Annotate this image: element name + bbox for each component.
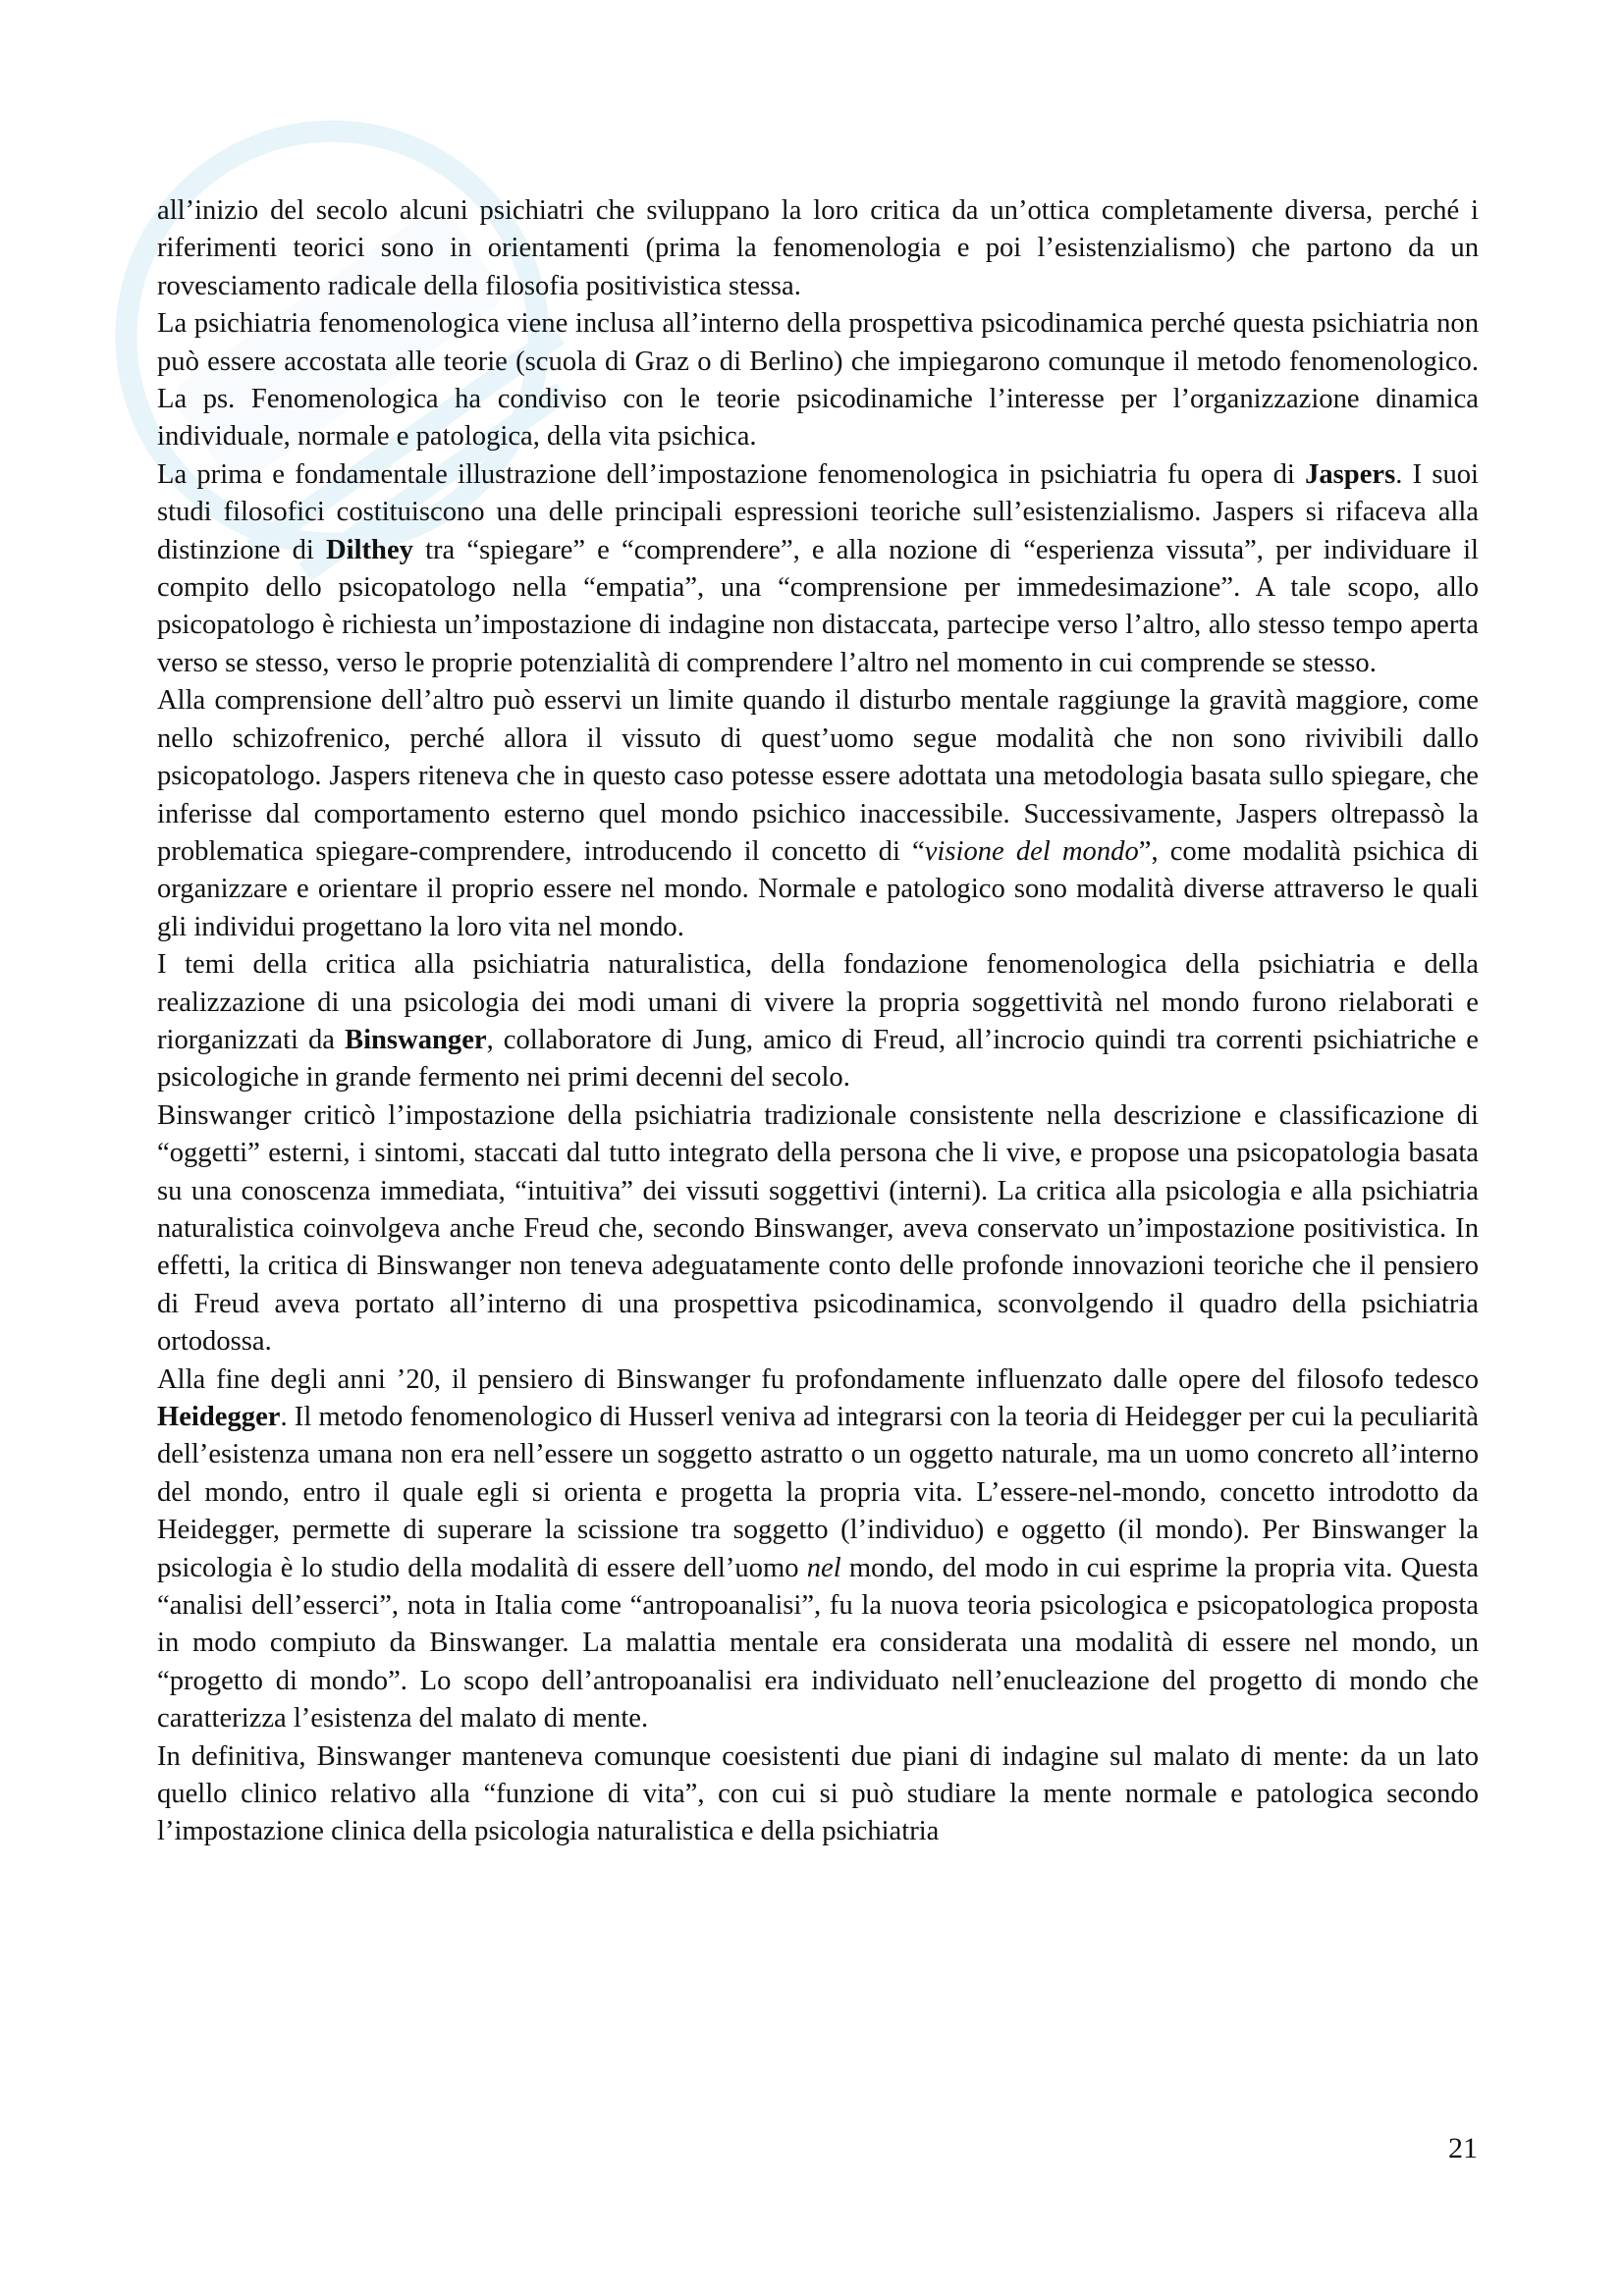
text-run: , collaboratore di Jung, amico di Freud, all’incrocio quindi tra correnti psichiatriche e psicologiche in grande fermento nei primi decenni del secolo. [157,1024,1479,1094]
text-run: Alla fine degli anni ’20, il pensiero di Binswanger fu profondamente influenzato dalle opere del filosofo tedesco [157,1363,1479,1395]
text-run: . I suoi studi filosofici costituiscono una delle principali espressioni teoriche sull’esistenzialismo. Jaspers si rifaceva alla distinzione di [157,458,1479,565]
text-run: La prima e fondamentale illustrazione dell’impostazione fenomenologica in psichiatria fu opera di [157,458,1306,490]
paragraph [157,682,1479,946]
italic-term: visione del mondo [924,835,1139,867]
italic-term: nel [806,1552,841,1583]
text-run: I temi della critica alla psichiatria naturalistica, della fondazione fenomenologica della psichiatria e della realizzazione di una psicologia dei modi umani di vivere la propria soggettività nel mondo furono rielaborati e riorganizzati da [157,949,1479,1055]
text-run: Binswanger criticò l’impostazione della psichiatria tradizionale consistente nella descrizione e classificazione di “oggetti” esterni, i sintomi, staccati dal tutto integrato della persona che li vive, e propose una psicopatologia basata su una conoscenza immediata, “intuitiva” dei vissuti soggettivi (interni). La critica alla psicologia e alla psichiatria naturalistica coinvolgeva anche Freud che, secondo Binswanger, aveva conservato un’impostazione positivistica. In effetti, la critica di Binswanger non teneva adeguatamente conto delle profonde innovazioni teoriche che il pensiero di Freud aveva portato all’interno di una prospettiva psicodinamica, sconvolgendo il quadro della psichiatria ortodossa. [157,1099,1479,1358]
text-run: tra “spiegare” e “comprendere”, e alla nozione di “esperienza vissuta”, per individuare il compito dello psicopatologo nella “empatia”, una “comprensione per immedesimazione”. A tale scopo, allo psicopatologo è richiesta un’impostazione di indagine non distaccata, partecipe verso l’altro, allo stesso tempo aperta verso se stesso, verso le proprie potenzialità di comprendere l’altro nel momento in cui comprende se stesso. [157,534,1479,678]
text-run: all’inizio del secolo alcuni psichiatri che sviluppano la loro critica da un’ottica completamente diversa, perché i riferimenti teorici sono in orientamenti (prima la fenomenologia e poi l’esistenzialismo) che partono da un rovesciamento radicale della filosofia positivistica stessa. [157,195,1479,301]
body-text [157,192,1479,1851]
paragraph [157,456,1479,682]
page-number: 21 [1448,2132,1478,2164]
paragraph [157,1738,1479,1851]
text-run: mondo, del modo in cui esprime la propria vita. Questa “analisi dell’esserci”, nota in Italia come “antropoanalisi”, fu la nuova teoria psicologica e psicopatologica proposta in modo compiuto da Binswanger. La malattia mentale era considerata una modalità di essere nel mondo, un “progetto di mondo”. Lo scopo dell’antropoanalisi era individuato nell’enucleazione del progetto di mondo che caratterizza l’esistenza del malato di mente. [157,1552,1479,1735]
text-run: La psichiatria fenomenologica viene inclusa all’interno della prospettiva psicodinamica perché questa psichiatria non può essere accostata alle teorie (scuola di Graz o di Berlino) che impiegarono comunque il metodo fenomenologico. La ps. Fenomenologica ha condiviso con le teorie psicodinamiche l’interesse per l’organizzazione dinamica individuale, normale e patologica, della vita psichica. [157,308,1479,453]
bold-term: Heidegger [157,1402,281,1432]
text-run: Alla comprensione dell’altro può esservi un limite quando il disturbo mentale raggiunge la gravità maggiore, come nello schizofrenico, perché allora il vissuto di quest’uomo segue modalità che non sono rivivibili dallo psicopatologo. Jaspers riteneva che in questo caso potesse essere adottata una metodologia basata sullo spiegare, che inferisse dal comportamento esterno quel mondo psichico inaccessibile. Successivamente, Jaspers oltrepassò la problematica spiegare-comprendere, introducendo il concetto di “ [157,685,1479,867]
paragraph [157,305,1479,456]
bold-term: Binswanger [345,1024,487,1055]
text-run: ”, come modalità psichica di organizzare e orientare il proprio essere nel mondo. Normale e patologico sono modalità diverse attraverso le quali gli individui progettano la loro vita nel mondo. [157,835,1479,942]
paragraph [157,192,1479,305]
paragraph [157,1097,1479,1362]
paragraph [157,946,1479,1097]
bold-term: Jaspers [1305,458,1396,490]
text-run: In definitiva, Binswanger manteneva comunque coesistenti due piani di indagine sul malato di mente: da un lato quello clinico relativo alla “funzione di vita”, con cui si può studiare la mente normale e patologica secondo l’impostazione clinica della psicologia naturalistica e della psichiatria [157,1740,1479,1847]
bold-term: Dilthey [326,534,413,565]
paragraph [157,1362,1479,1738]
text-run: . Il metodo fenomenologico di Husserl veniva ad integrarsi con la teoria di Heidegger per cui la peculiarità dell’esistenza umana non era nell’essere un soggetto astratto o un oggetto naturale, ma un uomo concreto all’interno del mondo, entro il quale egli si orienta e progetta la propria vita. L’essere-nel-mondo, concetto introdotto da Heidegger, permette di superare la scissione tra soggetto (l’individuo) e oggetto (il mondo). Per Binswanger la psicologia è lo studio della modalità di essere dell’uomo [157,1402,1479,1583]
